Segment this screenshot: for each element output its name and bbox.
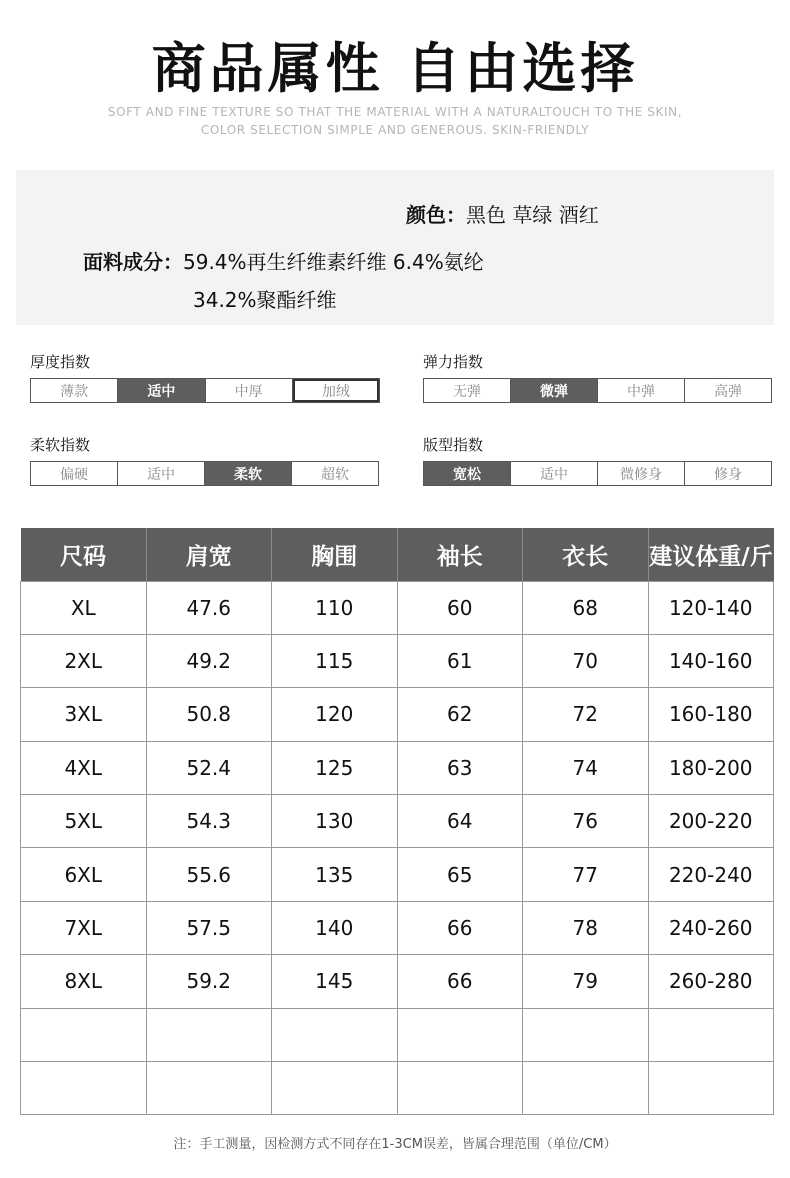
cell-sleeve: 66 (397, 955, 523, 1008)
table-row (21, 1062, 774, 1115)
cell-chest: 120 (272, 688, 398, 741)
cell-shoulder: 55.6 (146, 848, 272, 901)
cell-sleeve (397, 1062, 523, 1115)
cell-sleeve: 60 (397, 581, 523, 634)
cell-length: 76 (523, 795, 649, 848)
thickness-index-label: 厚度指数 (30, 353, 91, 371)
fit-index-label: 版型指数 (423, 436, 484, 454)
subtitle-line-2: COLOR SELECTION SIMPLE AND GENEROUS. SKIN-FRIENDLY (200, 123, 590, 137)
cell-chest: 130 (272, 795, 398, 848)
cell-shoulder: 52.4 (146, 741, 272, 794)
color-value: 黑色 草绿 酒红 (466, 203, 599, 227)
cell-chest: 125 (272, 741, 398, 794)
cell-shoulder: 49.2 (146, 634, 272, 687)
fit-option-loose: 宽松 (424, 462, 511, 485)
cell-weight: 180-200 (648, 741, 774, 794)
header-length: 衣长 (523, 528, 649, 581)
elasticity-option-high: 高弹 (714, 383, 742, 400)
table-row (21, 901, 774, 954)
fabric-label: 面料成分： (83, 250, 183, 274)
elasticity-option-slight: 微弹 (511, 379, 598, 402)
header-weight: 建议体重/斤 (648, 528, 774, 581)
size-table-body (21, 581, 774, 1115)
fit-option-fitted: 修身 (714, 466, 742, 483)
thickness-option-thick: 中厚 (206, 379, 293, 402)
thickness-option-medium: 适中 (118, 379, 205, 402)
softness-option-hard: 偏硬 (31, 462, 118, 485)
elasticity-index-label: 弹力指数 (423, 353, 484, 371)
header-sleeve: 袖长 (397, 528, 523, 581)
cell-weight: 220-240 (648, 848, 774, 901)
color-row (406, 199, 599, 228)
softness-index-bar (30, 461, 379, 486)
cell-chest: 135 (272, 848, 398, 901)
softness-option-super-soft: 超软 (321, 466, 349, 483)
cell-weight: 200-220 (648, 795, 774, 848)
cell-weight (648, 1062, 774, 1115)
cell-sleeve: 61 (397, 634, 523, 687)
softness-option-soft: 柔软 (205, 462, 292, 485)
cell-length (523, 1062, 649, 1115)
size-table-header-row (21, 528, 774, 581)
cell-sleeve (397, 1008, 523, 1061)
cell-shoulder: 54.3 (146, 795, 272, 848)
thickness-option-thin: 薄款 (31, 379, 118, 402)
cell-size: XL (21, 581, 147, 634)
cell-size: 2XL (21, 634, 147, 687)
cell-chest: 110 (272, 581, 398, 634)
cell-shoulder: 50.8 (146, 688, 272, 741)
subtitle-line-1: SOFT AND FINE TEXTURE SO THAT THE MATERIAL WITH A NATURALTOUCH TO THE SKIN, (107, 105, 683, 119)
cell-weight: 240-260 (648, 901, 774, 954)
cell-sleeve: 65 (397, 848, 523, 901)
table-row (21, 848, 774, 901)
header-chest: 胸围 (272, 528, 398, 581)
cell-chest: 115 (272, 634, 398, 687)
cell-length: 72 (523, 688, 649, 741)
cell-shoulder: 59.2 (146, 955, 272, 1008)
cell-shoulder: 47.6 (146, 581, 272, 634)
cell-sleeve: 66 (397, 901, 523, 954)
cell-size: 6XL (21, 848, 147, 901)
cell-length: 74 (523, 741, 649, 794)
cell-weight (648, 1008, 774, 1061)
fit-option-regular: 适中 (511, 462, 598, 485)
measurement-footnote: 注：手工测量，因检测方式不同存在1-3CM误差，皆属合理范围（单位/CM） (173, 1137, 617, 1152)
elasticity-option-medium: 中弹 (598, 379, 685, 402)
table-row (21, 955, 774, 1008)
cell-shoulder: 57.5 (146, 901, 272, 954)
color-label: 颜色： (406, 203, 466, 227)
fit-index-bar (423, 461, 772, 486)
cell-sleeve: 63 (397, 741, 523, 794)
table-row (21, 581, 774, 634)
cell-weight: 120-140 (648, 581, 774, 634)
softness-index-label: 柔软指数 (30, 436, 91, 454)
header-size: 尺码 (21, 528, 147, 581)
table-row (21, 1008, 774, 1061)
thickness-index-bar (30, 378, 380, 403)
cell-size: 4XL (21, 741, 147, 794)
cell-size (21, 1008, 147, 1061)
cell-size: 3XL (21, 688, 147, 741)
cell-weight: 260-280 (648, 955, 774, 1008)
cell-size: 7XL (21, 901, 147, 954)
table-row (21, 688, 774, 741)
attribute-info-box (16, 170, 774, 325)
cell-length: 78 (523, 901, 649, 954)
softness-option-medium: 适中 (118, 462, 205, 485)
cell-weight: 140-160 (648, 634, 774, 687)
fit-option-slim: 微修身 (598, 462, 685, 485)
cell-chest: 145 (272, 955, 398, 1008)
elasticity-option-none: 无弹 (424, 379, 511, 402)
cell-length: 70 (523, 634, 649, 687)
cell-chest: 140 (272, 901, 398, 954)
cell-length (523, 1008, 649, 1061)
table-row (21, 634, 774, 687)
cell-shoulder (146, 1062, 272, 1115)
cell-length: 79 (523, 955, 649, 1008)
cell-size: 8XL (21, 955, 147, 1008)
cell-size: 5XL (21, 795, 147, 848)
cell-sleeve: 62 (397, 688, 523, 741)
header-shoulder: 肩宽 (146, 528, 272, 581)
page-title: 商品属性 自由选择 (151, 37, 639, 100)
fabric-value-line-2: 34.2%聚酯纤维 (193, 288, 337, 312)
cell-sleeve: 64 (397, 795, 523, 848)
fabric-row (83, 246, 484, 275)
cell-length: 68 (523, 581, 649, 634)
cell-chest (272, 1008, 398, 1061)
elasticity-index-bar (423, 378, 772, 403)
cell-weight: 160-180 (648, 688, 774, 741)
cell-chest (272, 1062, 398, 1115)
thickness-option-fleece: 加绒 (293, 379, 379, 402)
table-row (21, 741, 774, 794)
fabric-value-line-1: 59.4%再生纤维素纤维 6.4%氨纶 (183, 250, 484, 274)
cell-size (21, 1062, 147, 1115)
size-table (20, 528, 774, 1115)
cell-length: 77 (523, 848, 649, 901)
table-row (21, 795, 774, 848)
cell-shoulder (146, 1008, 272, 1061)
